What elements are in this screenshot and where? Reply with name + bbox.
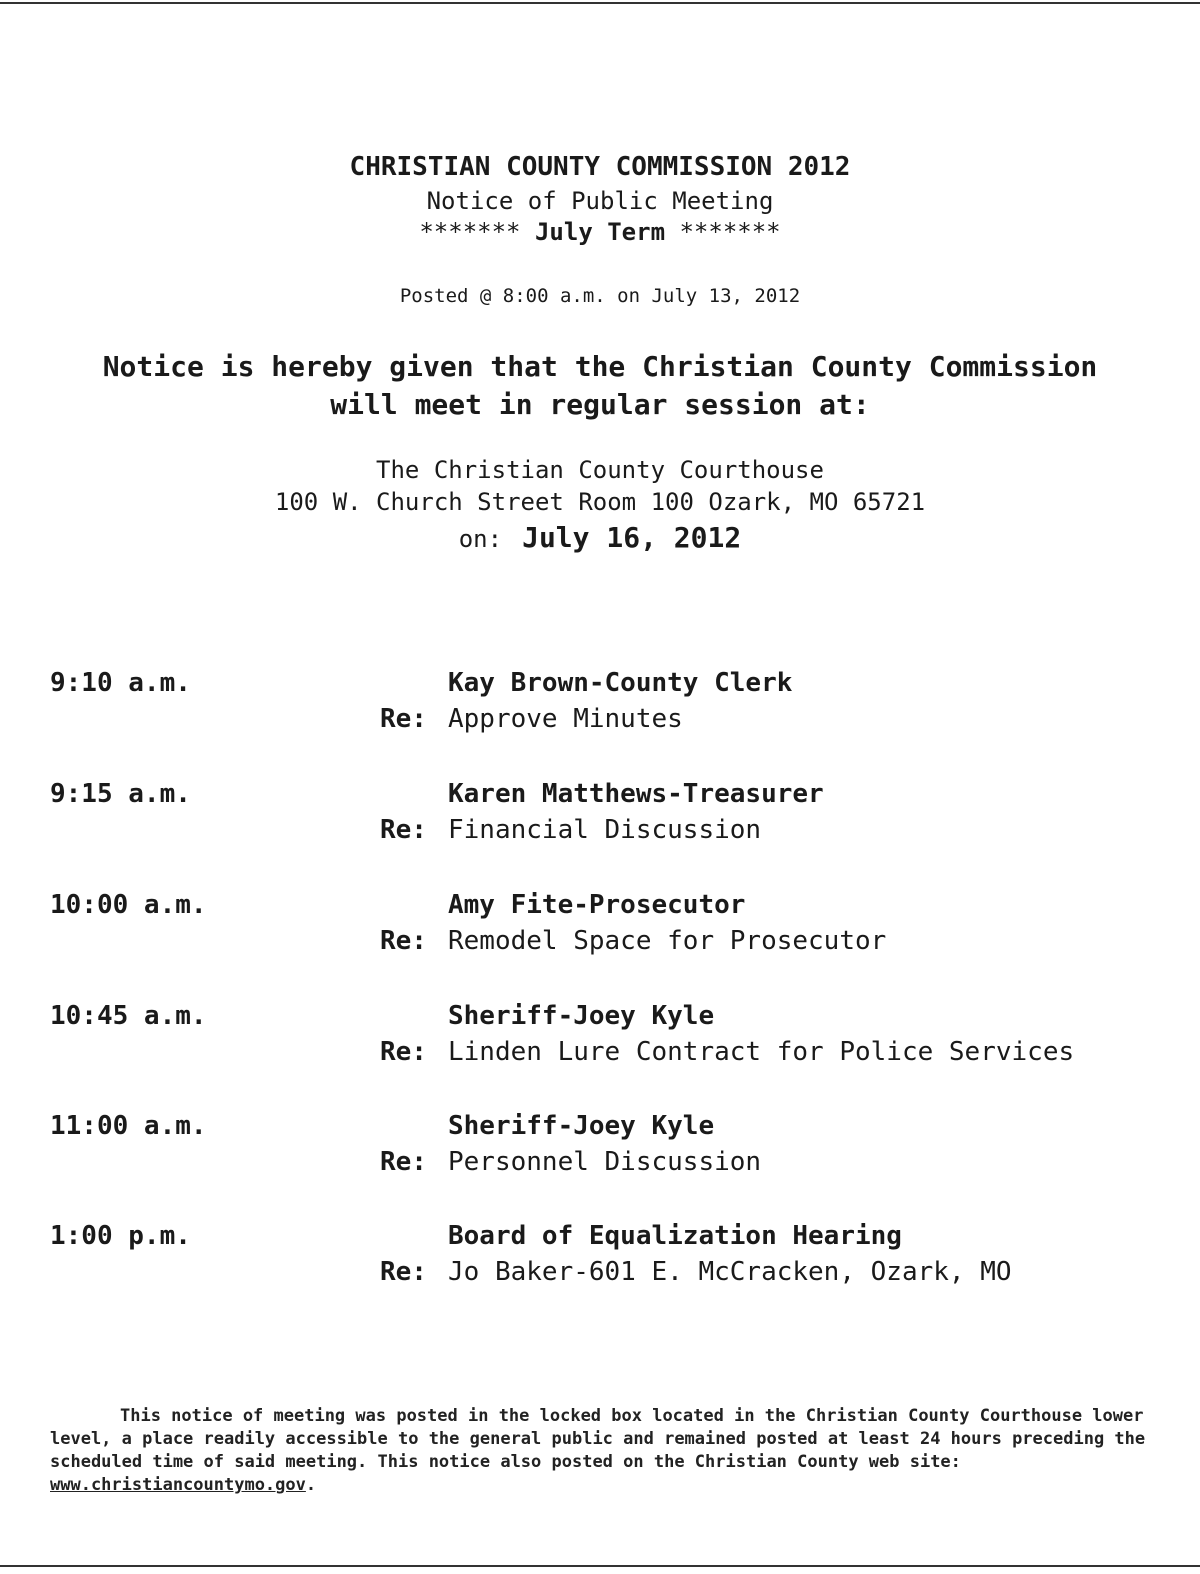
agenda-subject: Financial Discussion xyxy=(448,815,762,845)
posting-notice-footer xyxy=(50,1405,1150,1497)
agenda-presenter: Sheriff-Joey Kyle xyxy=(448,1111,715,1141)
agenda-item xyxy=(0,1001,1200,1081)
term-stars-right: ******* xyxy=(679,218,781,246)
agenda-subject: Approve Minutes xyxy=(448,704,683,734)
document-subtitle: Notice of Public Meeting xyxy=(426,187,774,215)
agenda-re-label: Re: xyxy=(380,926,427,956)
agenda-presenter: Karen Matthews-Treasurer xyxy=(448,779,824,809)
meeting-address: 100 W. Church Street Room 100 Ozark, MO 65721 xyxy=(274,488,926,516)
agenda-re-label: Re: xyxy=(380,1037,427,1067)
top-border-line xyxy=(0,2,1200,4)
agenda-presenter: Amy Fite-Prosecutor xyxy=(448,890,746,920)
agenda-re-label: Re: xyxy=(380,1147,427,1177)
bottom-border-line xyxy=(0,1565,1200,1567)
agenda-re-label: Re: xyxy=(380,1257,427,1287)
agenda-presenter: Sheriff-Joey Kyle xyxy=(448,1001,715,1031)
agenda-re-label: Re: xyxy=(380,704,427,734)
agenda-item xyxy=(0,668,1200,748)
agenda-subject: Linden Lure Contract for Police Services xyxy=(448,1037,1075,1067)
meeting-date-line xyxy=(0,521,1200,554)
agenda-re-label: Re: xyxy=(380,815,427,845)
agenda-time: 9:10 a.m. xyxy=(50,668,191,698)
agenda-item xyxy=(0,890,1200,970)
agenda-item xyxy=(0,1221,1200,1301)
agenda-item xyxy=(0,1111,1200,1191)
footer-end: . xyxy=(305,1475,317,1495)
agenda-time: 11:00 a.m. xyxy=(50,1111,207,1141)
agenda-presenter: Board of Equalization Hearing xyxy=(448,1221,902,1251)
term-line xyxy=(0,218,1200,246)
agenda-subject: Remodel Space for Prosecutor xyxy=(448,926,887,956)
posted-timestamp: Posted @ 8:00 a.m. on July 13, 2012 xyxy=(399,285,801,307)
footer-text: This notice of meeting was posted in the locked box located in the Christian County Courthouse lower level, a place readily accessible to the general public and remained posted at least 24 hours preceding the scheduled time of said meeting. This notice also posted on the Christian County web site: xyxy=(50,1406,1146,1472)
website-link[interactable]: www.christiancountymo.gov xyxy=(50,1475,306,1495)
agenda-time: 1:00 p.m. xyxy=(50,1221,191,1251)
agenda-time: 10:00 a.m. xyxy=(50,890,207,920)
agenda-presenter: Kay Brown-County Clerk xyxy=(448,668,793,698)
notice-line-1: Notice is hereby given that the Christian County Commission xyxy=(102,350,1098,383)
on-label: on: xyxy=(458,525,503,553)
agenda-subject: Jo Baker-601 E. McCracken, Ozark, MO xyxy=(448,1257,1012,1287)
agenda-subject: Personnel Discussion xyxy=(448,1147,762,1177)
term-stars-left: ******* xyxy=(419,218,521,246)
meeting-venue: The Christian County Courthouse xyxy=(376,456,824,484)
agenda-item xyxy=(0,779,1200,859)
notice-line-2: will meet in regular session at: xyxy=(330,388,870,421)
agenda-time: 10:45 a.m. xyxy=(50,1001,207,1031)
term-name: July Term xyxy=(534,218,666,246)
agenda-time: 9:15 a.m. xyxy=(50,779,191,809)
meeting-date: July 16, 2012 xyxy=(522,521,742,554)
document-title: CHRISTIAN COUNTY COMMISSION 2012 xyxy=(349,152,851,182)
